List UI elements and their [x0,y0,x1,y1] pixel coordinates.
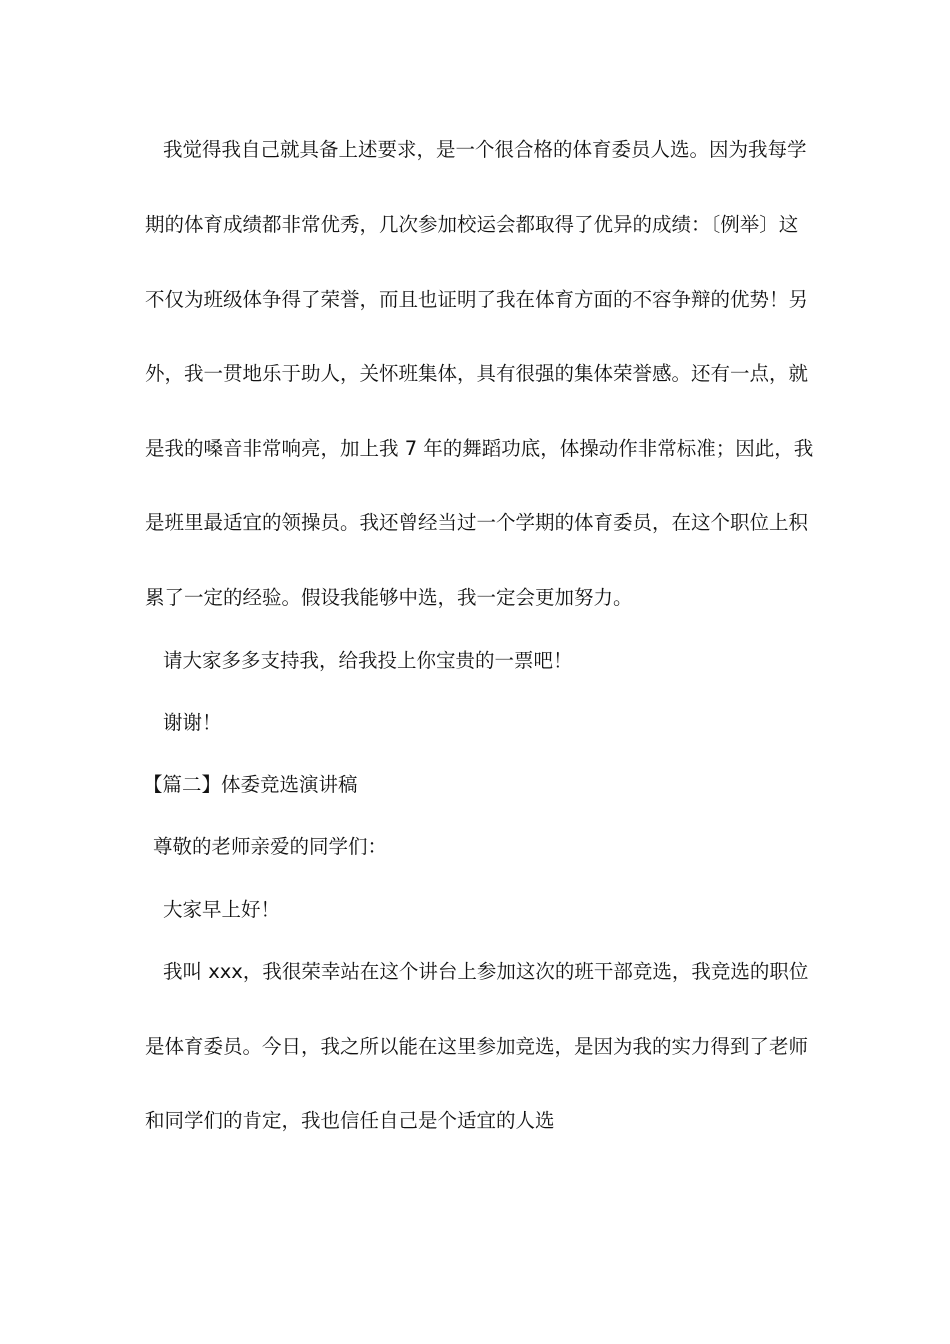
support-line: 请大家多多支持我，给我投上你宝贵的一票吧！ [163,649,573,672]
greeting: 大家早上好！ [163,898,281,921]
paragraph-2-line-3: 和同学们的肯定，我也信任自己是个适宜的人选 [145,1109,555,1132]
paragraph-1-line-7: 累了一定的经验。假设我能够中选，我一定会更加努力。 [145,586,633,609]
thanks-line: 谢谢！ [163,711,222,734]
paragraph-1-line-6: 是班里最适宜的领操员。我还曾经当过一个学期的体育委员，在这个职位上积 [145,511,809,534]
paragraph-1-line-2: 期的体育成绩都非常优秀，几次参加校运会都取得了优异的成绩：〔例举〕这 [145,213,799,236]
section-heading: 【篇二】体委竞选演讲稿 [143,773,358,796]
salutation: 尊敬的老师亲爱的同学们： [153,835,388,858]
paragraph-1-line-3: 不仅为班级体争得了荣誉，而且也证明了我在体育方面的不容争辩的优势！另 [145,288,809,311]
paragraph-2-line-1: 我叫 xxx，我很荣幸站在这个讲台上参加这次的班干部竞选，我竞选的职位 [163,960,809,983]
paragraph-1-line-5: 是我的嗓音非常响亮，加上我 7 年的舞蹈功底，体操动作非常标准；因此，我 [145,437,814,460]
paragraph-2-line-2: 是体育委员。今日，我之所以能在这里参加竞选，是因为我的实力得到了老师 [145,1035,809,1058]
paragraph-1-line-1: 我觉得我自己就具备上述要求，是一个很合格的体育委员人选。因为我每学 [163,138,807,161]
paragraph-1-line-4: 外，我一贯地乐于助人，关怀班集体，具有很强的集体荣誉感。还有一点，就 [145,362,809,385]
